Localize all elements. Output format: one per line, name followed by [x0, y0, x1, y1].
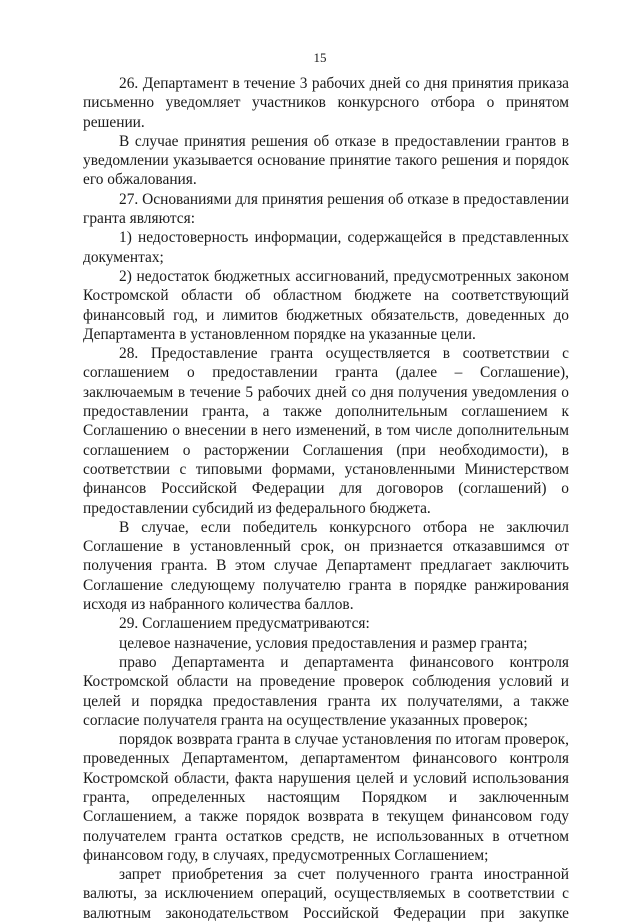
- paragraph-winner-refusal: В случае, если победитель конкурсного отбора не заключил Соглашение в установленный срок, он признается отказавшимся от получения гранта. В этом случае Департамент предлагает заключить Соглашение следующему получателю гранта в порядке ранжирования исходя из набранного количества баллов.: [83, 518, 569, 614]
- paragraph-29: 29. Соглашением предусматриваются:: [119, 615, 370, 633]
- list-item-29-currency-ban: запрет приобретения за счет полученного гранта иностранной валюты, за исключением операций, осуществляемых в соответствии с валютным законодательством Российской Федерации при закупке: [83, 866, 569, 922]
- list-item-27-1: 1) недостоверность информации, содержащейся в представленных документах;: [83, 229, 569, 266]
- paragraph-26: 26. Департамент в течение 3 рабочих дней со дня принятия приказа письменно уведомляет участников конкурсного отбора о принятом решении.: [83, 75, 569, 131]
- page-number: 15: [313, 50, 327, 65]
- list-item-29-inspection-right: право Департамента и департамента финансового контроля Костромской области на проведение проверок соблюдения условий и целей и порядка предоставления гранта их получателями, а также согласие получателя гранта на осуществление указанных проверок;: [83, 653, 569, 729]
- paragraph-28: 28. Предоставление гранта осуществляется в соответствии с соглашением о предоставлении гранта (далее – Соглашение), заключаемым в течение 5 рабочих дней со дня получения уведомления о предоставлении гранта, а также дополнительным соглашением к Соглашению о внесении в него изменений, в том числе дополнительным соглашением о расторжении Соглашения (при необходимости), в соответствии с типовыми формами, установленными Министерством финансов Российской Федерации для договоров (соглашений) о предоставлении субсидий из федерального бюджета.: [83, 345, 569, 517]
- paragraph-refusal-notice: В случае принятия решения об отказе в предоставлении грантов в уведомлении указывается основание принятие такого решения и порядок его обжалования.: [83, 132, 569, 189]
- document-body: [83, 74, 569, 922]
- list-item-29-purpose: целевое назначение, условия предоставления и размер гранта;: [119, 634, 528, 652]
- list-item-29-refund-procedure: порядок возврата гранта в случае установления по итогам проверок, проведенных Департаментом, департаментом финансового контроля Костромской области, факта нарушения целей и условий использования гранта, определенных настоящим Порядком и заключенным Соглашением, а также порядок возврата в текущем финансовом году получателем гранта остатков средств, не использованных в отчетном финансовом году, в случаях, предусмотренных Соглашением;: [83, 731, 569, 864]
- paragraph-27: 27. Основаниями для принятия решения об отказе в предоставлении гранта являются:: [83, 190, 569, 228]
- list-item-27-2: 2) недостаток бюджетных ассигнований, предусмотренных законом Костромской области об областном бюджете на соответствующий финансовый год, и лимитов бюджетных обязательств, доведенных до Департамента в установленном порядке на указанные цели.: [83, 267, 569, 343]
